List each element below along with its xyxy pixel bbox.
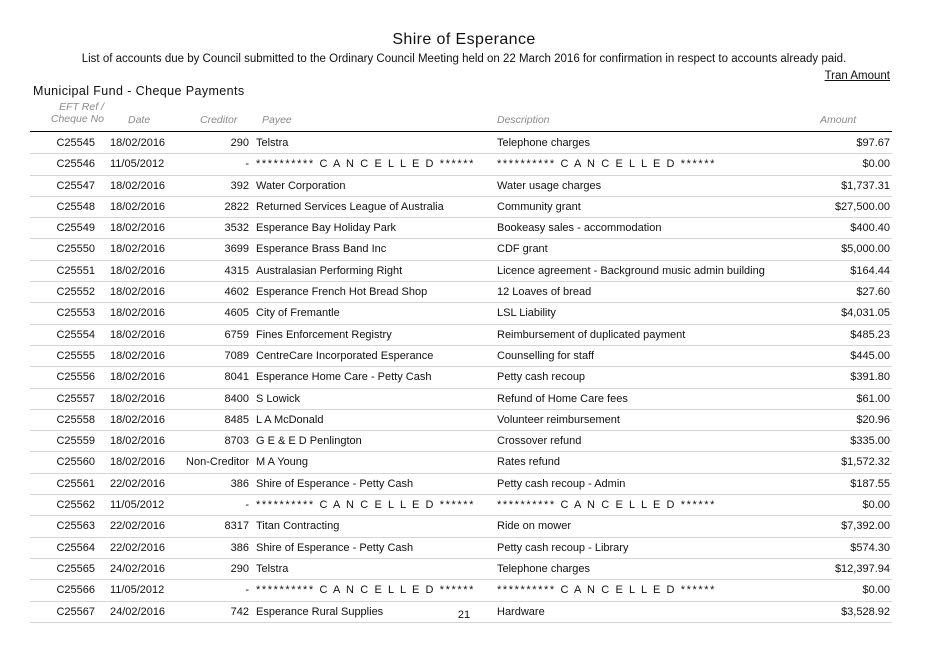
payment-description: Reimbursement of duplicated payment [497,328,686,341]
column-header-description: Description [497,114,550,126]
payment-date: 22/02/2016 [110,520,166,533]
payee-name: ********** C A N C E L L E D ****** [256,499,476,512]
creditor-number: 290 [230,137,249,149]
payment-description: Telephone charges [497,137,590,149]
cheque-number: C25551 [56,264,95,277]
payment-date: 22/02/2016 [110,541,166,554]
cheque-number: C25552 [56,286,95,299]
payee-name: Esperance French Hot Bread Shop [256,286,428,299]
payment-description: Crossover refund [497,435,582,448]
page-title: Shire of Esperance [392,31,536,48]
payment-amount: $27,500.00 [834,200,890,213]
table-row [30,154,892,175]
payment-date: 18/02/2016 [110,286,166,299]
cheque-number: C25557 [56,392,95,405]
creditor-number: 8703 [224,435,249,448]
table-row [30,218,892,239]
payee-name: M A Young [256,456,308,469]
table-row [30,197,892,218]
payment-amount: $1,572.32 [841,456,890,469]
table-row [30,239,892,260]
cheque-number: C25560 [56,456,95,469]
payment-description: Volunteer reimbursement [497,413,620,426]
column-header-payee: Payee [262,114,292,126]
cheque-number: C25547 [56,179,95,192]
page-subtitle: List of accounts due by Council submitted to the Ordinary Council Meeting held on 22 March 2016 for confirmation in respect to accounts already paid. [81,53,847,65]
payment-amount: $391.80 [850,371,890,384]
payee-name: ********** C A N C E L L E D ****** [256,584,476,597]
payment-date: 24/02/2016 [110,562,166,575]
creditor-number: 386 [230,477,249,490]
payment-description: Ride on mower [497,520,571,533]
payment-date: 18/02/2016 [110,264,166,277]
creditor-number: 6759 [224,328,249,341]
payment-description: Petty cash recoup - Library [497,541,629,554]
payment-date: 18/02/2016 [110,200,166,213]
payment-amount: $0.00 [862,158,890,171]
table-row [30,133,892,154]
creditor-number: 7089 [224,349,249,362]
cheque-number: C25558 [56,413,95,426]
payee-name: Shire of Esperance - Petty Cash [256,477,414,490]
payments-table-body [30,133,892,623]
payment-date: 11/05/2012 [110,158,165,171]
payment-amount: $335.00 [850,435,890,448]
fund-title: Municipal Fund - Cheque Payments [33,84,245,98]
payee-name: City of Fremantle [256,307,340,320]
payment-date: 18/02/2016 [110,222,166,235]
cheque-number: C25556 [56,371,95,384]
payment-date: 18/02/2016 [110,243,166,256]
payee-name: Telstra [256,137,289,149]
payment-description: Bookeasy sales - accommodation [497,222,662,235]
creditor-number: 4605 [224,307,249,320]
payee-name: Returned Services League of Australia [256,200,444,213]
tran-amount-label: Tran Amount [824,70,890,82]
payment-date: 18/02/2016 [110,349,166,362]
payment-amount: $400.40 [850,222,890,235]
cheque-number: C25554 [56,328,95,341]
table-row [30,495,892,516]
payment-description: Telephone charges [497,562,590,575]
payment-description: Rates refund [497,456,560,469]
table-header [30,101,892,132]
cheque-number: C25545 [56,137,95,149]
payment-date: 18/02/2016 [110,456,166,469]
payment-amount: $4,031.05 [841,307,890,320]
table-row [30,367,892,388]
creditor-number: - [245,499,249,512]
creditor-number: 8041 [224,371,249,384]
payment-date: 18/02/2016 [110,137,166,149]
column-header-ref [38,101,104,125]
payment-amount: $7,392.00 [841,520,890,533]
payment-description: LSL Liability [497,307,556,320]
cheque-number: C25548 [56,200,95,213]
payee-name: Esperance Rural Supplies [256,605,384,618]
column-header-date: Date [128,114,151,126]
payment-amount: $574.30 [850,541,890,554]
payment-amount: $61.00 [856,392,890,405]
payment-description: Community grant [497,200,581,213]
payment-date: 11/05/2012 [110,499,165,512]
payment-description: ********** C A N C E L L E D ****** [497,158,717,171]
table-row [30,261,892,282]
payment-description: Hardware [497,605,545,618]
creditor-number: 8400 [224,392,249,405]
creditor-number: 392 [230,179,249,192]
table-row [30,389,892,410]
payment-description: Petty cash recoup - Admin [497,477,626,490]
table-row [30,176,892,197]
payee-name: ********** C A N C E L L E D ****** [256,158,476,171]
cheque-number: C25564 [56,541,95,554]
payment-date: 18/02/2016 [110,392,166,405]
payment-amount: $12,397.94 [834,562,890,575]
payment-amount: $445.00 [850,349,890,362]
payment-description: Water usage charges [497,179,602,192]
payment-amount: $3,528.92 [841,605,890,618]
payee-name: Esperance Bay Holiday Park [256,222,397,235]
payment-amount: $164.44 [850,264,890,277]
table-row [30,559,892,580]
table-row [30,346,892,367]
creditor-number: - [245,158,249,171]
payment-description: Petty cash recoup [497,371,586,384]
payment-amount: $27.60 [856,286,890,299]
cheque-number: C25559 [56,435,95,448]
cheque-number: C25563 [56,520,95,533]
payee-name: Esperance Home Care - Petty Cash [256,371,432,384]
payee-name: Esperance Brass Band Inc [256,243,387,256]
page-number: 21 [457,609,471,621]
payee-name: S Lowick [256,392,301,405]
payment-date: 18/02/2016 [110,435,166,448]
cheque-number: C25565 [56,562,95,575]
payment-description: Counselling for staff [497,349,595,362]
payee-name: CentreCare Incorporated Esperance [256,349,434,362]
payment-date: 11/05/2012 [110,584,165,597]
table-row [30,516,892,537]
table-row [30,580,892,601]
column-header-creditor: Creditor [200,114,238,126]
cheque-number: C25553 [56,307,95,320]
payee-name: Fines Enforcement Registry [256,328,392,341]
payment-amount: $187.55 [850,477,890,490]
table-row [30,452,892,473]
payee-name: Water Corporation [256,179,346,192]
cheque-number: C25550 [56,243,95,256]
payee-name: G E & E D Penlington [256,435,362,448]
table-row [30,282,892,303]
payment-amount: $5,000.00 [841,243,890,256]
table-row [30,431,892,452]
creditor-number: 3532 [224,222,249,235]
table-row [30,410,892,431]
payee-name: Telstra [256,562,289,575]
payment-description: Refund of Home Care fees [497,392,628,405]
cheque-number: C25561 [56,477,95,490]
payment-description: ********** C A N C E L L E D ****** [497,499,717,512]
creditor-number: 2822 [224,200,249,213]
payment-amount: $1,737.31 [841,179,890,192]
payment-description: ********** C A N C E L L E D ****** [497,584,717,597]
creditor-number: 742 [230,605,249,618]
creditor-number: 290 [230,562,249,575]
payment-amount: $0.00 [862,584,890,597]
payee-name: Shire of Esperance - Petty Cash [256,541,414,554]
cheque-number: C25567 [56,605,95,618]
payment-description: Licence agreement - Background music admin building [497,264,765,277]
payment-date: 18/02/2016 [110,328,166,341]
creditor-number: Non-Creditor [186,456,249,469]
cheque-number: C25566 [56,584,95,597]
column-header-ref-line2: Cheque No [50,113,104,125]
payment-amount: $20.96 [856,413,890,426]
creditor-number: 3699 [224,243,249,256]
payment-date: 18/02/2016 [110,179,166,192]
creditor-number: 8485 [224,413,249,426]
table-row [30,325,892,346]
payee-name: Australasian Performing Right [256,264,403,277]
creditor-number: 386 [230,541,249,554]
creditor-number: 8317 [224,520,249,533]
payment-date: 24/02/2016 [110,605,166,618]
cheque-number: C25555 [56,349,95,362]
payment-description: 12 Loaves of bread [497,286,592,299]
payment-date: 18/02/2016 [110,307,166,320]
column-header-amount: Amount [820,114,857,126]
table-row [30,303,892,324]
table-row [30,538,892,559]
cheque-number: C25546 [56,158,95,171]
payment-amount: $97.67 [856,137,890,149]
column-header-ref-line1: EFT Ref / [59,101,104,113]
payment-date: 22/02/2016 [110,477,166,490]
payment-date: 18/02/2016 [110,371,166,384]
payee-name: L A McDonald [256,413,324,426]
payment-amount: $485.23 [850,328,890,341]
payment-description: CDF grant [497,243,548,256]
creditor-number: 4315 [224,264,249,277]
payment-date: 18/02/2016 [110,413,166,426]
table-row [30,474,892,495]
cheque-number: C25549 [56,222,95,235]
creditor-number: 4602 [224,286,249,299]
payment-amount: $0.00 [862,499,890,512]
cheque-number: C25562 [56,499,95,512]
payee-name: Titan Contracting [256,520,340,533]
creditor-number: - [245,584,249,597]
